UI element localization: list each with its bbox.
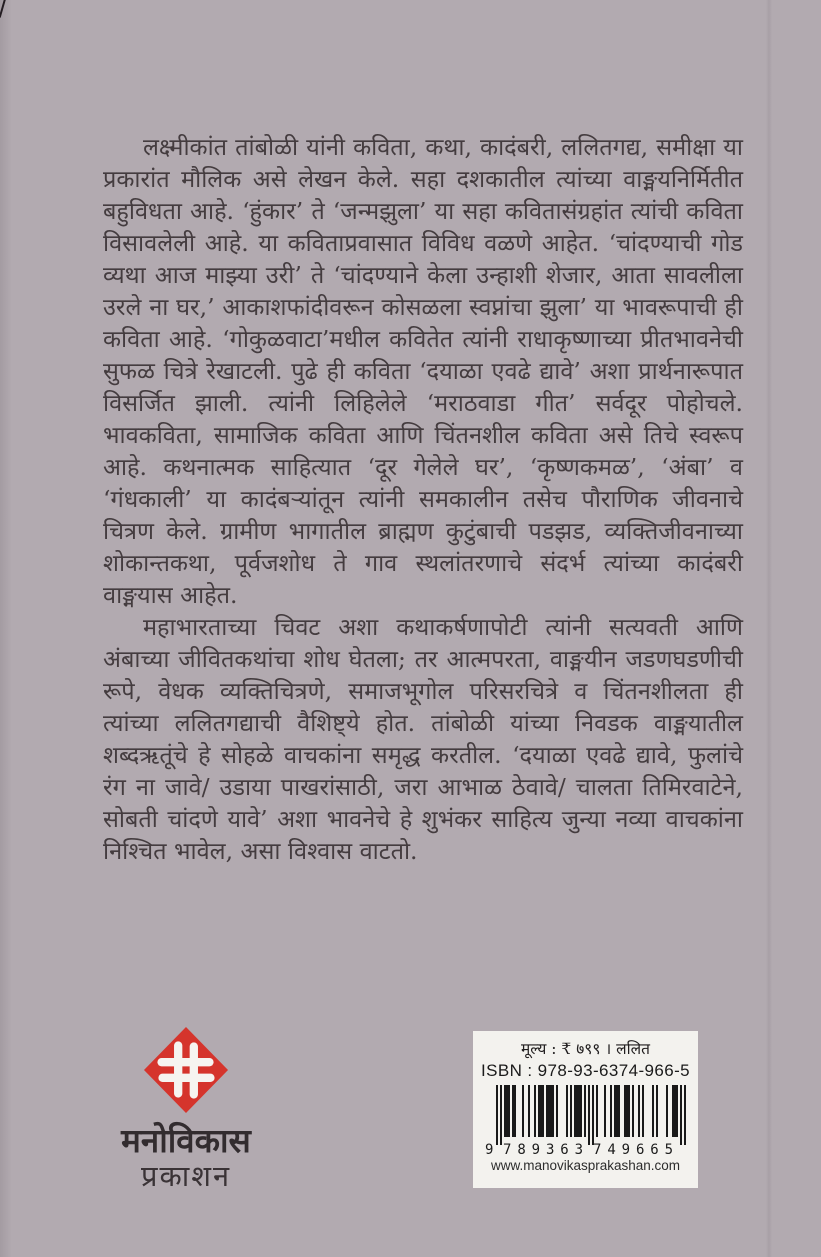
ean13-barcode (484, 1084, 688, 1158)
barcode-panel (473, 1031, 698, 1188)
website-url: www.manovikasprakashan.com (490, 1158, 681, 1173)
svg-text:789363: 789363 (502, 1142, 583, 1158)
isbn-label: ISBN : 978-93-6374-966-5 (480, 1061, 690, 1080)
corner-print-mark (0, 0, 7, 18)
logo-diamond-shape (144, 1027, 228, 1113)
svg-text:749665: 749665 (592, 1142, 673, 1158)
right-fold-line (766, 0, 772, 1257)
publisher-block (100, 1026, 272, 1193)
blurb (103, 131, 743, 867)
publisher-name: मनोविकास (121, 1121, 251, 1160)
left-edge-shading (0, 0, 12, 1257)
price-label: मूल्य : ₹ ७९९ । ललित (521, 1040, 650, 1058)
svg-text:9: 9 (484, 1142, 493, 1158)
publisher-logo-icon (143, 1026, 229, 1114)
blurb-paragraph-1: लक्ष्मीकांत तांबोळी यांनी कविता, कथा, कादंबरी, ललितगद्य, समीक्षा या प्रकारांत मौलिक असे लेखन केले. सहा दशकातील त्यांच्या वाङ्मयनिर्मितीत बहुविधता आहे. ‘हुंकार’ ते ‘जन्मझुला’ या सहा कवितासंग्रहांत त्यांची कविता विसावलेली आहे. या कविताप्रवासात विविध वळणे आहेत. ‘चांदण्याची गोड व्यथा आज माझ्या उरी’ ते ‘चांदण्याने केला उन्हाशी शेजार, आता सावलीला उरले ना घर,’ आकाशफांदीवरून कोसळला स्वप्नांचा झुला’ या भावरूपाची ही कविता आहे. ‘गोकुळवाटा’मधील कवितेत त्यांनी राधाकृष्णाच्या प्रीतभावनेची सुफळ चित्रे रेखाटली. पुढे ही कविता ‘दयाळा एवढे द्यावे’ अशा प्रार्थनारूपात विसर्जित झाली. त्यांनी लिहिलेले ‘मराठवाडा गीत’ सर्वदूर पोहोचले. भावकविता, सामाजिक कविता आणि चिंतनशील कविता असे तिचे स्वरूप आहे. कथनात्मक साहित्यात ‘दूर गेलेले घर’, ‘कृष्णकमळ’, ‘अंबा’ व ‘गंधकाली’ या कादंबऱ्यांतून त्यांनी समकालीन तसेच पौराणिक जीवनाचे चित्रण केले. ग्रामीण भागातील ब्राह्मण कुटुंबाची पडझड, व्यक्तिजीवनाच्या शोकान्तकथा, पूर्वजशोध ते गाव स्थलांतरणाचे संदर्भ त्यांच्या कादंबरी वाङ्मयास आहेत. (103, 133, 743, 609)
blurb-paragraph-2: महाभारताच्या चिवट अशा कथाकर्षणापोटी त्यांनी सत्यवती आणि अंबाच्या जीवितकथांचा शोध घेतला; तर आत्मपरता, वाङ्मयीन जडणघडणीची रूपे, वेधक व्यक्तिचित्रणे, समाजभूगोल परिसरचित्रे व चिंतनशीलता ही त्यांच्या ललितगद्याची वैशिष्ट्ये होत. तांबोळी यांच्या निवडक वाङ्मयातील शब्दऋतूंचे हे सोहळे वाचकांना समृद्ध करतील. ‘दयाळा एवढे द्यावे, फुलांचे रंग ना जावे/ उडाया पाखरांसाठी, जरा आभाळ ठेवावे/ चालता तिमिरवाटेने, सोबती चांदणे यावे’ अशा भावनेचे हे शुभंकर साहित्य जुन्या नव्या वाचकांना निश्चित भावेल, असा विश्वास वाटतो. (103, 613, 743, 865)
publisher-type: प्रकाशन (140, 1158, 232, 1193)
